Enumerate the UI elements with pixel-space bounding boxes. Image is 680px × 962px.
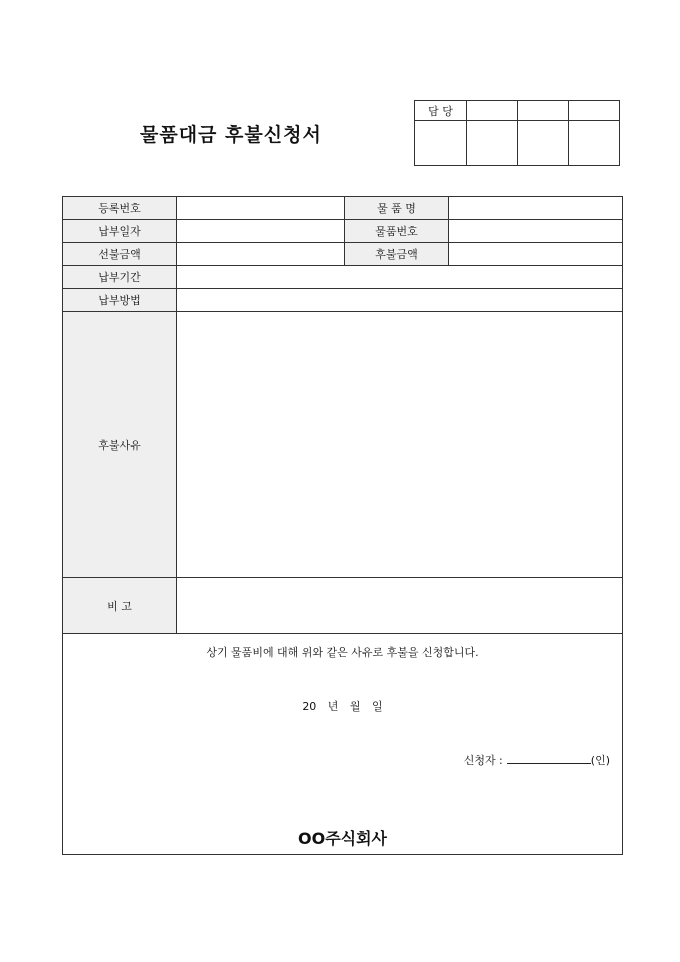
document-title: 물품대금 후불신청서 — [140, 124, 322, 146]
seal-mark: (인) — [590, 754, 610, 767]
postpaid-amount-field[interactable] — [449, 243, 623, 266]
item-no-field[interactable] — [449, 220, 623, 243]
payment-period-label: 납부기간 — [63, 266, 177, 289]
payment-date-field[interactable] — [177, 220, 345, 243]
approval-box — [414, 100, 620, 166]
item-no-label: 물품번호 — [345, 220, 449, 243]
declaration-section — [63, 634, 623, 855]
postpaid-amount-label: 후불금액 — [345, 243, 449, 266]
applicant-label: 신청자 : — [463, 754, 503, 767]
reason-field[interactable] — [177, 312, 623, 578]
approval-header-cell — [467, 101, 518, 121]
approval-sign-cell[interactable] — [518, 121, 569, 166]
declaration-statement: 상기 물품비에 대해 위와 같은 사유로 후불을 신청합니다. — [206, 646, 479, 659]
payment-period-field[interactable] — [177, 266, 623, 289]
application-date: 20 년 월 일 — [302, 700, 383, 713]
payment-method-field[interactable] — [177, 289, 623, 312]
remarks-field[interactable] — [177, 578, 623, 634]
company-name: OO주식회사 — [297, 829, 388, 848]
application-form — [62, 196, 623, 855]
item-name-field[interactable] — [449, 197, 623, 220]
approval-sign-cell[interactable] — [569, 121, 620, 166]
applicant-line — [464, 752, 610, 768]
remarks-label: 비 고 — [63, 578, 177, 634]
approval-header-cell — [518, 101, 569, 121]
approval-label: 담 당 — [415, 101, 467, 121]
approval-header-cell — [569, 101, 620, 121]
item-name-label: 물 품 명 — [345, 197, 449, 220]
payment-method-label: 납부방법 — [63, 289, 177, 312]
prepaid-amount-label: 선불금액 — [63, 243, 177, 266]
reason-label: 후불사유 — [63, 312, 177, 578]
applicant-signature-field[interactable] — [507, 753, 591, 764]
approval-sign-cell[interactable] — [415, 121, 467, 166]
payment-date-label: 납부일자 — [63, 220, 177, 243]
registration-no-label: 등록번호 — [63, 197, 177, 220]
registration-no-field[interactable] — [177, 197, 345, 220]
approval-sign-cell[interactable] — [467, 121, 518, 166]
prepaid-amount-field[interactable] — [177, 243, 345, 266]
